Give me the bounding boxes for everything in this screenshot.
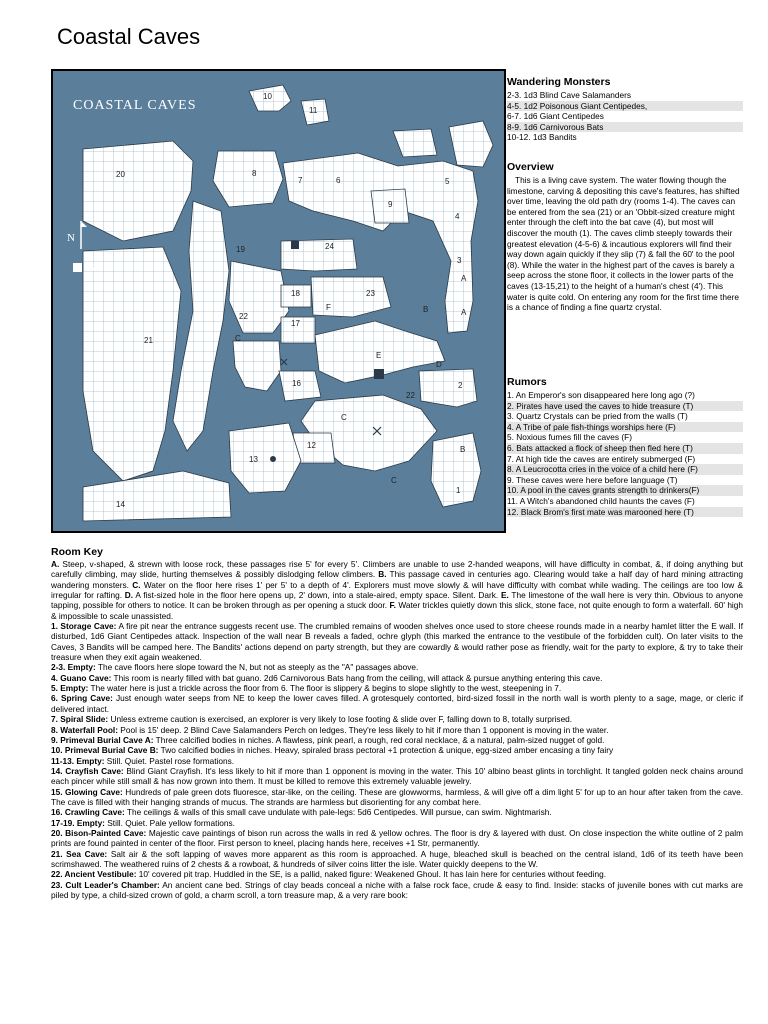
room-entry <box>51 818 743 828</box>
entry-text: Unless extreme caution is exercised, an explorer is very likely to lose footing & slide over F, falling down to 8, totally surprised. <box>108 714 573 725</box>
room-number-12: 12 <box>307 441 316 450</box>
entry-label: 20. Bison-Painted Cave: <box>51 827 147 838</box>
room-number-13: 13 <box>249 455 258 464</box>
entry-label: D. <box>124 590 134 601</box>
rumor-item: 1. An Emperor's son disappeared here long ago (?) <box>507 390 695 400</box>
room-entry <box>51 683 743 693</box>
passage-letter-E: E <box>376 351 382 360</box>
page-title: Coastal Caves <box>57 24 201 49</box>
room-number-14: 14 <box>116 500 125 509</box>
room-number-9: 9 <box>388 200 393 209</box>
entry-label: 9. Primeval Burial Cave A: <box>51 734 154 745</box>
room-number-11: 11 <box>309 106 318 115</box>
entry-label: 2-3. Empty: <box>51 662 96 673</box>
room-entry <box>51 756 743 766</box>
passage-letter-A: A <box>461 308 467 317</box>
entry-label: 5. Empty: <box>51 683 89 694</box>
entry-text: Just enough water seeps from NE to keep the lower caves filled. A grotesquely contorted, bird-sized fossil in the north wall is worth plenty to a sage, mage, or cleric if delivered intact. <box>51 693 743 714</box>
passage-letter-F: F <box>326 303 331 312</box>
entry-label: A. <box>51 559 60 569</box>
rumor-item: 7. At high tide the caves are entirely submerged (F) <box>507 453 696 464</box>
entry-text: Hundreds of pale green dots fluoresce, star-like, on the ceiling. These are glowworms, harmless, & will give off a dim light 5' for up to an hour after taken from the cave. The cave is filled with their hanging strands of mucus. The strands are harmless but disorienting for any combat here. <box>51 786 744 807</box>
passage-letter-B: B <box>460 445 466 454</box>
rumor-item: 5. Noxious fumes fill the caves (F) <box>507 432 632 443</box>
room-number-16: 16 <box>292 379 301 388</box>
entry-text: Still. Quiet. Pale yellow formations. <box>104 817 235 828</box>
entry-label: B. <box>378 569 387 580</box>
passage-letter-A: A <box>461 274 467 283</box>
entry-text: The ceilings & walls of this small cave undulate with pale-legs: 5d6 Centipedes. Will pursue, can swim. Nightmarish. <box>124 807 552 818</box>
wandering-item: 2-3. 1d3 Blind Cave Salamanders <box>507 90 632 100</box>
entry-text: The water here is just a trickle across the floor from 6. The floor is slippery & begins to slope slightly to the west, steepening in 7. <box>88 683 562 694</box>
entry-text: The cave floors here slope toward the N, but not as steeply as the "A" passages above. <box>95 662 419 673</box>
room-entry <box>51 807 743 817</box>
scale-legend <box>73 263 96 273</box>
cave-map <box>51 69 506 533</box>
entry-label: 14. Crayfish Cave: <box>51 765 124 776</box>
entry-label: 6. Spring Cave: <box>51 693 113 704</box>
room-number-5: 5 <box>445 177 450 186</box>
entry-label: 4. Guano Cave: <box>51 672 112 683</box>
room-entry <box>51 869 743 879</box>
entry-label: 22. Ancient Vestibule: <box>51 869 137 880</box>
entry-label: 1. Storage Cave: <box>51 621 117 632</box>
entry-text: Three calcified bodies in niches. A flawless, pink pearl, a rough, red coral necklace, & a natural, palm-sized nugget of gold. <box>153 734 605 745</box>
room-number-22: 22 <box>239 312 248 321</box>
room-entry <box>51 714 743 724</box>
entry-label: 15. Glowing Cave: <box>51 786 123 797</box>
room-entry <box>51 621 743 662</box>
wandering-item: 6-7. 1d6 Giant Centipedes <box>507 111 604 122</box>
room-number-8: 8 <box>252 169 257 178</box>
rumor-item: 9. These caves were here before language (T) <box>507 474 678 485</box>
entry-text: A fire pit near the entrance suggests recent use. The crumbled remains of wooden shelves once used to store cheese rounds made in a nearby hamlet litter the E wall. If disturbed, 1d6 Giant Centipedes attack. Inspection of the wall near B reveals a faded, ochre glyph (this marked the entrance to the vestibule of the forbidden cult). On later visits to the Caves, 3 Bandits will be camped here. The Bandits' actions depend on party strength, but they are cowardly & would rather pose as friendly, wait for the party to explore, & try to take their treasure when they exit again weakened. <box>51 621 743 663</box>
entry-label: F. <box>389 600 396 611</box>
room-number-21: 21 <box>144 336 153 345</box>
rumors-heading: Rumors <box>507 376 547 388</box>
passage-letter-D: D <box>436 360 442 369</box>
map-title: COASTAL CAVES <box>73 98 197 113</box>
room-number-3: 3 <box>457 256 462 265</box>
room-key <box>51 546 743 900</box>
room-number-6: 6 <box>336 176 341 185</box>
room-number-19: 19 <box>236 245 245 254</box>
wandering-heading: Wandering Monsters <box>507 76 611 88</box>
room-entry <box>51 766 743 787</box>
room-key-heading: Room Key <box>51 546 103 558</box>
entry-text: The limestone of the wall here is very thin. Obvious to anyone tapping, possible for others to notice. It can be broken through as per opening a stuck door. <box>51 590 743 611</box>
passage-letter-C: C <box>235 334 241 343</box>
room-entry <box>51 787 743 808</box>
wandering-item: 4-5. 1d2 Poisonous Giant Centipedes, <box>507 101 743 112</box>
entry-label: 23. Cult Leader's Chamber: <box>51 879 160 890</box>
wandering-item: 10-12. 1d3 Bandits <box>507 132 577 143</box>
overview-section <box>507 161 743 313</box>
room-number-20: 20 <box>116 170 125 179</box>
wandering-monsters <box>507 76 743 143</box>
rumor-item: 2. Pirates have used the caves to hide treasure (T) <box>507 401 743 412</box>
rumor-item: 12. Black Brom's first mate was marooned here (T) <box>507 507 743 518</box>
entry-text: Blind Giant Crayfish. It's less likely to hit if more than 1 opponent is moving in the water. This 10' albino beast glints in torchlight. It tangled golden neck chains around each pincer while still small & has now grown into them. It must be killed to remove this extremely valuable jewelry. <box>51 765 743 787</box>
room-entry <box>51 745 743 755</box>
entry-text: Pool is 15' deep. 2 Blind Cave Salamanders Perch on ledges. They're less likely to hit if more than 1 opponent is moving in the water. <box>118 724 609 735</box>
entry-label: 21. Sea Cave: <box>51 848 108 859</box>
room-entry <box>51 735 743 745</box>
entry-text: Steep, v-shaped, & strewn with loose rock, these passages rise 5' for every 5'. Climbers are unable to use 2-handed weapons, will have difficulty in combat, &, if doing anything but carefully climbing, may slide, hurting themselves & possibly dislodging fellow climbers. <box>51 559 743 580</box>
entry-text: Salt air & the soft lapping of waves more apparent as this room is approached. A huge, bleached skull is beached on the central island, 1d6 of its teeth have been scrimshawed. The weathered ruins of 2 chests & a rowboat, & hundreds of silver coins litter the isle. Water quickly deepens to the W. <box>51 848 743 869</box>
entry-label: 17-19. Empty: <box>51 817 105 828</box>
room-entry <box>51 849 743 870</box>
wandering-item: 8-9. 1d6 Carnivorous Bats <box>507 122 743 133</box>
entry-label: 16. Crawling Cave: <box>51 807 125 818</box>
entry-text: A fist-sized hole in the floor here opens up, 2' down, into a stale-aired, empty space. Silent. Dark. <box>133 590 501 601</box>
room-entry <box>51 673 743 683</box>
room-number-10: 10 <box>263 92 272 101</box>
rumor-item: 4. A Tribe of pale fish-things worships here (F) <box>507 422 743 433</box>
room-number-2: 2 <box>458 381 463 390</box>
north-label: N <box>67 232 75 244</box>
passage-letter-C: C <box>341 413 347 422</box>
passage-letter-22: 22 <box>406 391 415 400</box>
room-number-7: 7 <box>298 176 303 185</box>
entry-text: Water on the floor here rises 1' per 5' to a depth of 4'. Explorers must move slowly & will have difficulty with combat while wading. The ceilings are too low & irregular for rafting. <box>51 579 744 601</box>
room-entry <box>51 693 743 714</box>
overview-text: This is a living cave system. The water flowing though the limestone, carving & depositing this cave's features, has shifted over time, leaving the old path dry (rooms 1-4). The caves can be entered from the sea (21) or an 'Obbit-sized creature might enter through the cleft into the bat cave (4), but most will discover the mouth (1). The caves climb steeply towards their greatest elevation (4-5-6) & incautious explorers will find their way down again quickly if they slip (7) & fall the 60' to the pool (8). While the water in the highest part of the caves is barely a seep across the stone floor, it collects in the lower parts of the caves (13-15,21) to the height of a human's chest (4'). This water is quite cold. On entering any room for the first time there is a chance of finding a fine quartz crystal. <box>507 175 740 313</box>
room-entry <box>51 828 743 849</box>
entry-text: Majestic cave paintings of bison run across the walls in red & yellow ochres. The floor is dry & layered with dust. On close inspection the white outline of 2 palm prints are found painted in center of the floor. First person to kneel, placing hands here, receives +1 Str, permanently. <box>51 827 743 849</box>
room-entry <box>51 880 743 901</box>
entry-text: This room is nearly filled with bat guano. 2d6 Carnivorous Bats hang from the ceiling, will attack & pursue anything entering this cave. <box>111 672 603 683</box>
room-number-1: 1 <box>456 486 461 495</box>
entry-label: C. <box>132 579 141 590</box>
entry-text: Two calcified bodies in niches. Heavy, spiraled brass pectoral +1 protection & unique, egg-sized amber encasing a tiny fairy <box>158 745 614 756</box>
entry-label: 7. Spiral Slide: <box>51 714 109 725</box>
room-number-18: 18 <box>291 289 300 298</box>
room-entry <box>51 662 743 672</box>
rumors-section <box>507 376 743 517</box>
entry-text: Still. Quiet. Pastel rose formations. <box>104 755 235 766</box>
rumor-item: 8. A Leucrocotta cries in the voice of a child here (F) <box>507 464 743 475</box>
entry-text: An ancient cane bed. Strings of clay beads conceal a niche with a false rock face, crude & easy to find. Inside: stacks of juvenile bones with cut marks are piled by type, a child-sized crown of gold, a charm scroll, a torn treasure map, & a very rare book: <box>51 879 743 900</box>
entry-label: E. <box>500 590 509 601</box>
entry-label: 10. Primeval Burial Cave B: <box>51 745 159 756</box>
passage-letter-C: C <box>391 476 397 485</box>
rumor-item: 3. Quartz Crystals can be pried from the walls (T) <box>507 411 688 422</box>
room-number-24: 24 <box>325 242 334 251</box>
rumor-item: 10. A pool in the caves grants strength to drinkers(F) <box>507 485 743 496</box>
room-entry <box>51 725 743 735</box>
room-number-17: 17 <box>291 319 300 328</box>
room-number-4: 4 <box>455 212 460 221</box>
cave-map-svg <box>53 71 504 531</box>
entry-text: This passage caved in centuries ago. Clearing would take a half day of hard mining attracting wandering monsters. <box>51 569 743 590</box>
passage-letter-B: B <box>423 305 429 314</box>
entry-label: 8. Waterfall Pool: <box>51 724 118 735</box>
entry-label: 11-13. Empty: <box>51 755 105 766</box>
rumor-item: 6. Bats attacked a flock of sheep then fled here (T) <box>507 443 743 454</box>
entry-text: 10' covered pit trap. Huddled in the SE, is a pallid, naked figure: Weakened Ghoul. It has lain here for centuries without feeding. <box>136 869 607 880</box>
room-number-23: 23 <box>366 289 375 298</box>
overview-heading: Overview <box>507 161 554 173</box>
scale-label: =5' <box>84 263 96 273</box>
entry-text: Water trickles quietly down this slick, stone face, not quite enough to form a waterfall. 60' high & impossible to scale unassisted. <box>51 600 744 621</box>
rumor-item: 11. A Witch's abandoned child haunts the caves (F) <box>507 495 695 506</box>
room-key-letters <box>51 559 743 621</box>
